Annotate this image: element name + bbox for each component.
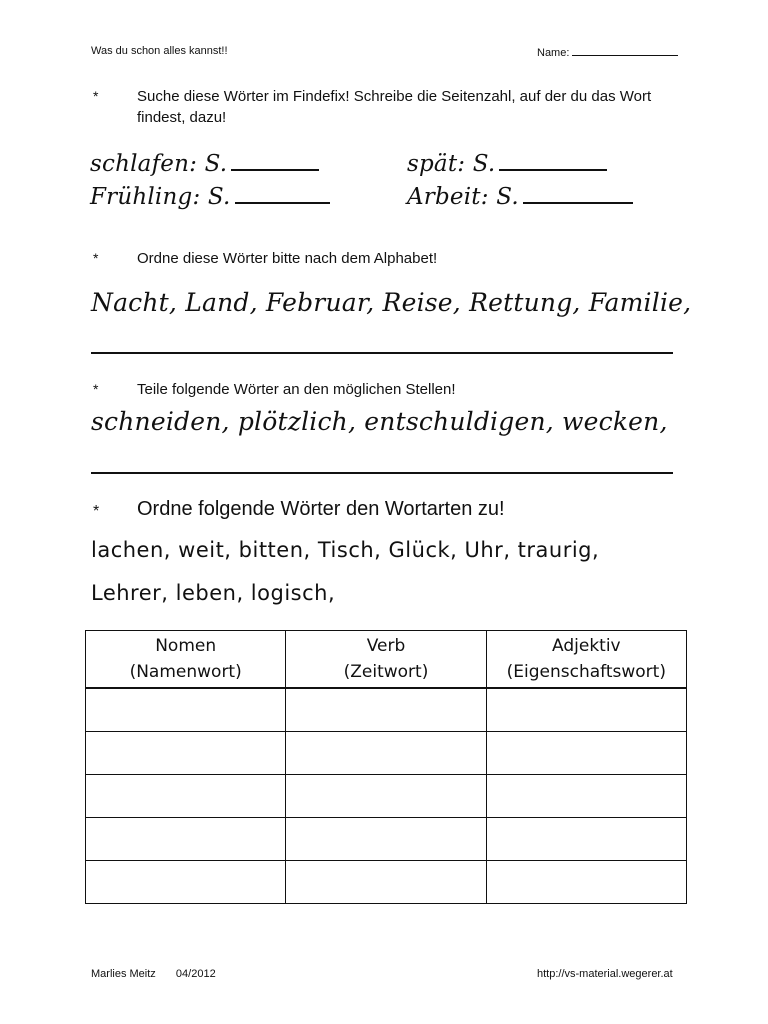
word: Frühling <box>90 184 193 210</box>
worksheet-title: Was du schon alles kannst!! <box>91 45 228 57</box>
task3-words: schneiden, plötzlich, entschuldigen, wecken, <box>91 407 668 436</box>
column-subtitle: (Eigenschaftswort) <box>506 662 666 682</box>
column-title: Verb <box>366 636 406 656</box>
task3-answer-line <box>91 472 673 474</box>
answer-cell <box>86 818 286 861</box>
table-row <box>86 688 687 732</box>
answer-cell <box>286 688 486 732</box>
answer-cell <box>86 688 286 732</box>
name-label: Name: <box>537 47 570 59</box>
footer-author: Marlies Meitz <box>91 968 156 980</box>
answer-cell <box>286 861 486 904</box>
answer-cell <box>486 861 686 904</box>
answer-cell <box>286 775 486 818</box>
table-body <box>86 688 687 904</box>
footer-url: http://vs-material.wegerer.at <box>537 968 673 980</box>
task1-word-schlafen <box>90 151 319 177</box>
word-type-table <box>85 630 687 904</box>
table-header-row <box>86 631 687 689</box>
task3-instruction: Teile folgende Wörter an den möglichen Stellen! <box>137 381 456 398</box>
task1-word-spaet <box>407 151 607 177</box>
task1-bullet: * <box>93 88 99 104</box>
column-subtitle: (Zeitwort) <box>343 662 429 682</box>
word: Arbeit <box>407 184 481 210</box>
column-header-verb <box>286 631 486 689</box>
task4-bullet: * <box>93 503 100 520</box>
answer-line <box>235 184 330 204</box>
task4-instruction: Ordne folgende Wörter den Wortarten zu! <box>137 498 505 520</box>
task4-words-line1: lachen, weit, bitten, Tisch, Glück, Uhr, traurig, <box>91 538 600 562</box>
table-row <box>86 861 687 904</box>
answer-cell <box>86 861 286 904</box>
answer-cell <box>286 732 486 775</box>
footer-date: 04/2012 <box>175 968 216 980</box>
page-prefix: : S. <box>192 184 231 210</box>
answer-cell <box>486 732 686 775</box>
answer-cell <box>86 775 286 818</box>
table-row <box>86 818 687 861</box>
name-field <box>537 45 678 59</box>
task3-bullet: * <box>93 381 99 397</box>
answer-line <box>523 184 633 204</box>
task2-instruction: Ordne diese Wörter bitte nach dem Alphabet! <box>137 250 438 267</box>
answer-line <box>499 151 607 171</box>
word: schlafen <box>90 151 190 177</box>
answer-cell <box>486 818 686 861</box>
page-prefix: : S. <box>457 151 496 177</box>
answer-line <box>231 151 319 171</box>
answer-cell <box>486 688 686 732</box>
table-row <box>86 732 687 775</box>
table-row <box>86 775 687 818</box>
footer-credit <box>91 968 216 980</box>
page-prefix: : S. <box>189 151 228 177</box>
answer-cell <box>286 818 486 861</box>
task2-answer-line <box>91 352 673 354</box>
column-title: Adjektiv <box>552 636 621 656</box>
column-header-nomen <box>86 631 286 689</box>
answer-cell <box>486 775 686 818</box>
task1-instruction: Suche diese Wörter im Findefix! Schreibe die Seitenzahl, auf der du das Wort findest, dazu! <box>137 88 652 126</box>
column-title: Nomen <box>155 636 217 656</box>
answer-cell <box>86 732 286 775</box>
task1-word-fruehling <box>90 184 330 210</box>
task2-words: Nacht, Land, Februar, Reise, Rettung, Familie, <box>91 288 692 317</box>
task4-words-line2: Lehrer, leben, logisch, <box>91 581 336 605</box>
column-subtitle: (Namenwort) <box>129 662 242 682</box>
task2-bullet: * <box>93 250 99 266</box>
column-header-adjektiv <box>486 631 686 689</box>
word: spät <box>407 151 458 177</box>
name-blank-line <box>572 45 678 56</box>
task1-word-arbeit <box>407 184 633 210</box>
page-prefix: : S. <box>480 184 519 210</box>
